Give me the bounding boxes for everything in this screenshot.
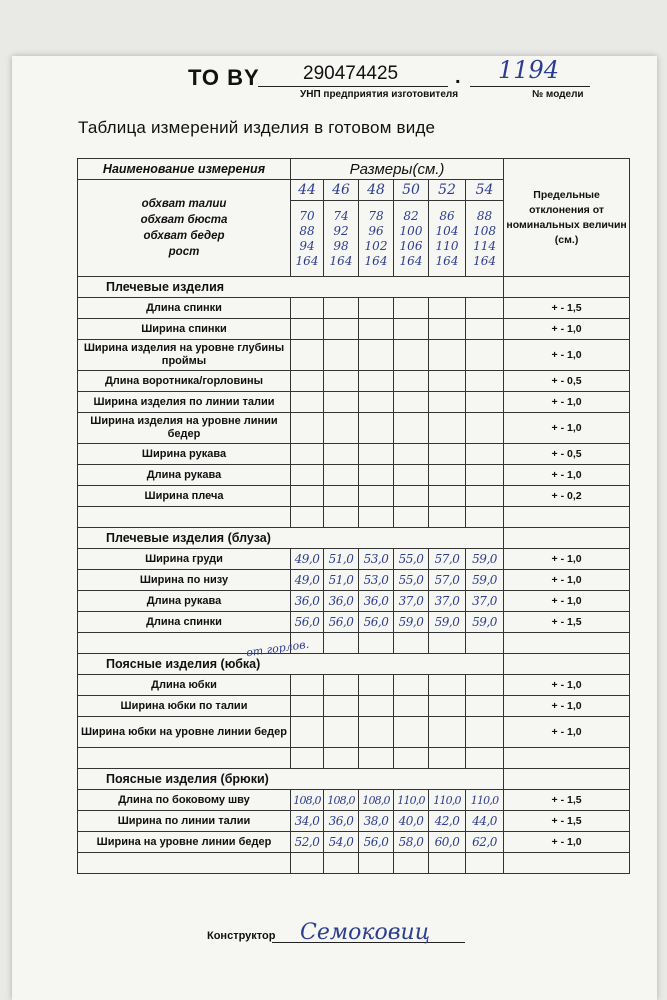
table-row	[78, 612, 630, 633]
tolerance-value: + - 1,0	[504, 570, 630, 591]
measurement-value	[291, 465, 324, 486]
measurement-value	[359, 413, 394, 444]
blank-cell	[429, 507, 466, 528]
measurement-value: 44,0	[466, 811, 504, 832]
section-tolerance-blank	[504, 769, 630, 790]
base-value-height: 164	[435, 253, 459, 268]
measurement-value	[429, 486, 466, 507]
tolerance-value: + - 1,0	[504, 549, 630, 570]
measurement-value: 55,0	[394, 549, 429, 570]
measurement-value	[291, 486, 324, 507]
tolerance-value: + - 1,0	[504, 717, 630, 748]
base-value-waist: 86	[439, 208, 455, 223]
measurement-value: 54,0	[324, 832, 359, 853]
base-value-bust: 96	[368, 223, 384, 238]
base-value-hips: 106	[399, 238, 423, 253]
tolerance-column-header: Предельные отклонения от номинальных величин (см.)	[504, 159, 630, 277]
spacer-row	[78, 507, 630, 528]
base-value-hips: 110	[435, 238, 459, 253]
table-row	[78, 486, 630, 507]
model-underline	[470, 86, 590, 87]
measurement-value: 37,0	[429, 591, 466, 612]
base-value-height: 164	[473, 253, 496, 268]
measurement-value	[394, 298, 429, 319]
base-value-waist: 78	[368, 208, 384, 223]
measurement-value: 56,0	[359, 832, 394, 853]
base-value-height: 164	[364, 253, 388, 268]
base-value-bust: 92	[333, 223, 349, 238]
measurement-value: 42,0	[429, 811, 466, 832]
table-row	[78, 570, 630, 591]
tolerance-value: + - 0,5	[504, 371, 630, 392]
measurement-name: Ширина изделия по линии талии	[78, 392, 291, 413]
measurement-value: 56,0	[291, 612, 324, 633]
measurement-value	[466, 340, 504, 371]
measurement-name: Длина рукава	[78, 591, 291, 612]
spacer-row	[78, 633, 630, 654]
base-labels-cell	[78, 180, 291, 277]
measurement-value: 108,0	[324, 790, 359, 811]
base-value-height: 164	[329, 253, 353, 268]
measurement-value: 36,0	[324, 811, 359, 832]
blank-cell	[466, 507, 504, 528]
measurement-value	[359, 465, 394, 486]
measurement-value	[291, 392, 324, 413]
base-label-height: рост	[168, 246, 200, 258]
spacer-row	[78, 748, 630, 769]
blank-cell	[359, 633, 394, 654]
measurement-value	[429, 675, 466, 696]
base-value-height: 164	[295, 253, 319, 268]
measurement-value: 59,0	[466, 570, 504, 591]
blank-cell	[504, 853, 630, 874]
measurement-value	[324, 696, 359, 717]
measurement-name: Длина спинки	[78, 612, 291, 633]
measurement-value	[291, 319, 324, 340]
size-52: 52	[429, 180, 466, 201]
measurement-name: Ширина рукава	[78, 444, 291, 465]
base-value-bust: 88	[299, 223, 315, 238]
measurement-value: 56,0	[324, 612, 359, 633]
tolerance-value: + - 0,2	[504, 486, 630, 507]
measurement-value	[324, 413, 359, 444]
measurement-value	[429, 696, 466, 717]
measurement-name: Длина юбки	[78, 675, 291, 696]
tolerance-value: + - 0,5	[504, 444, 630, 465]
measurement-value	[429, 413, 466, 444]
base-label-bust: обхват бюста	[140, 214, 228, 226]
measurement-value	[291, 675, 324, 696]
measurement-value: 56,0	[359, 612, 394, 633]
measurement-value: 34,0	[291, 811, 324, 832]
measurement-value	[291, 444, 324, 465]
measurement-value: 57,0	[429, 570, 466, 591]
measurement-value	[394, 486, 429, 507]
tolerance-value: + - 1,0	[504, 392, 630, 413]
measurement-name: Ширина по низу	[78, 570, 291, 591]
measurement-value: 37,0	[394, 591, 429, 612]
measurement-value: 59,0	[429, 612, 466, 633]
measurement-name: Ширина плеча	[78, 486, 291, 507]
measurement-name: Ширина изделия на уровне глубины проймы	[78, 340, 291, 371]
base-value-bust: 104	[435, 223, 459, 238]
measurement-value	[324, 675, 359, 696]
base-values-size-52	[429, 201, 466, 277]
section-title: Плечевые изделия (блуза)	[78, 528, 504, 549]
section-title: Поясные изделия (юбка)	[78, 654, 504, 675]
size-54: 54	[466, 180, 504, 201]
spacer-row	[78, 853, 630, 874]
table-row	[78, 319, 630, 340]
measurement-value	[429, 465, 466, 486]
blank-cell	[466, 748, 504, 769]
size-48: 48	[359, 180, 394, 201]
base-values-size-48	[359, 201, 394, 277]
measurement-value	[359, 371, 394, 392]
blank-cell	[394, 633, 429, 654]
table-row	[78, 413, 630, 444]
table-row	[78, 549, 630, 570]
measurement-value: 108,0	[359, 790, 394, 811]
measurement-value	[429, 392, 466, 413]
tolerance-value: + - 1,0	[504, 696, 630, 717]
measurement-value: 59,0	[466, 612, 504, 633]
measurement-value: 110,0	[429, 790, 466, 811]
unp-number: 290474425	[303, 63, 399, 84]
tolerance-value: + - 1,5	[504, 811, 630, 832]
measurement-value	[394, 696, 429, 717]
blank-cell	[359, 853, 394, 874]
table-row	[78, 790, 630, 811]
measurement-name: Ширина на уровне линии бедер	[78, 832, 291, 853]
measurement-value	[466, 696, 504, 717]
measurement-value	[429, 444, 466, 465]
measurement-value	[394, 413, 429, 444]
measurement-value	[324, 717, 359, 748]
blank-cell	[466, 853, 504, 874]
table-row	[78, 675, 630, 696]
table-row	[78, 591, 630, 612]
blank-cell	[324, 748, 359, 769]
measurement-value	[394, 340, 429, 371]
measurement-value	[394, 392, 429, 413]
tolerance-value: + - 1,5	[504, 612, 630, 633]
measurement-name: Ширина изделия на уровне линии бедер	[78, 413, 291, 444]
measurement-value: 36,0	[324, 591, 359, 612]
table-row	[78, 811, 630, 832]
measurement-name: Длина по боковому шву	[78, 790, 291, 811]
measurement-value	[324, 444, 359, 465]
measurement-value	[359, 392, 394, 413]
measurement-value	[324, 340, 359, 371]
measurement-value: 36,0	[291, 591, 324, 612]
measurement-value	[291, 298, 324, 319]
measurement-value: 51,0	[324, 549, 359, 570]
measurement-value	[466, 486, 504, 507]
measurement-value	[324, 465, 359, 486]
measurement-value	[291, 371, 324, 392]
measurement-value	[324, 392, 359, 413]
measurement-value	[359, 340, 394, 371]
measurement-value: 55,0	[394, 570, 429, 591]
measurement-value: 51,0	[324, 570, 359, 591]
base-value-bust: 100	[399, 223, 423, 238]
measurement-value	[359, 717, 394, 748]
measurement-value	[324, 371, 359, 392]
table-row	[78, 444, 630, 465]
measurement-value	[359, 319, 394, 340]
measurement-value	[394, 675, 429, 696]
table-row	[78, 340, 630, 371]
base-values-size-54	[466, 201, 504, 277]
blank-cell	[359, 507, 394, 528]
size-50: 50	[394, 180, 429, 201]
measurement-value	[429, 319, 466, 340]
measurement-value	[466, 298, 504, 319]
tolerance-value: + - 1,0	[504, 465, 630, 486]
measurement-value	[466, 413, 504, 444]
measurement-name: Длина рукава	[78, 465, 291, 486]
blank-cell	[429, 853, 466, 874]
measurement-value	[394, 465, 429, 486]
base-value-waist: 74	[333, 208, 349, 223]
base-value-hips: 98	[333, 238, 349, 253]
measurement-value	[291, 696, 324, 717]
base-value-height: 164	[399, 253, 423, 268]
table-row	[78, 392, 630, 413]
base-value-waist: 70	[299, 208, 315, 223]
measurement-value: 40,0	[394, 811, 429, 832]
table-row	[78, 696, 630, 717]
measurement-value: 62,0	[466, 832, 504, 853]
base-value-hips: 114	[473, 238, 496, 253]
section-title: Поясные изделия (брюки)	[78, 769, 504, 790]
measurement-name: Ширина по линии талии	[78, 811, 291, 832]
measurement-value: 52,0	[291, 832, 324, 853]
section-tolerance-blank	[504, 277, 630, 298]
page-title: Таблица измерений изделия в готовом виде	[78, 118, 436, 137]
measurement-value: 36,0	[359, 591, 394, 612]
tolerance-value: + - 1,0	[504, 413, 630, 444]
measurement-name: Ширина груди	[78, 549, 291, 570]
measurement-value	[324, 486, 359, 507]
measurement-value: 110,0	[394, 790, 429, 811]
blank-cell	[324, 853, 359, 874]
blank-cell	[78, 748, 291, 769]
base-value-bust: 108	[473, 223, 496, 238]
blank-cell	[394, 748, 429, 769]
constructor-label: Конструктор	[207, 930, 276, 942]
base-value-hips: 102	[364, 238, 388, 253]
header-separator: .	[455, 66, 461, 88]
measurement-value: 59,0	[466, 549, 504, 570]
handwritten-note: от горлов.	[245, 637, 310, 660]
measurement-value	[359, 675, 394, 696]
measurement-value	[466, 371, 504, 392]
measurement-value	[291, 340, 324, 371]
table-row	[78, 717, 630, 748]
blank-cell	[504, 507, 630, 528]
tolerance-value: + - 1,0	[504, 591, 630, 612]
blank-cell	[78, 507, 291, 528]
sizes-column-header: Размеры(см.)	[291, 159, 504, 180]
measurement-value: 53,0	[359, 549, 394, 570]
tolerance-value: + - 1,0	[504, 832, 630, 853]
base-values-size-46	[324, 201, 359, 277]
measurement-value	[466, 392, 504, 413]
measurement-value	[429, 298, 466, 319]
section-title: Плечевые изделия	[78, 277, 504, 298]
tolerance-value: + - 1,0	[504, 675, 630, 696]
measurement-value	[429, 340, 466, 371]
measurement-name: Длина воротника/горловины	[78, 371, 291, 392]
name-column-header: Наименование измерения	[78, 159, 291, 180]
measurement-value	[359, 696, 394, 717]
blank-cell	[324, 507, 359, 528]
tolerance-value: + - 1,0	[504, 319, 630, 340]
blank-cell	[359, 748, 394, 769]
tolerance-value: + - 1,0	[504, 340, 630, 371]
base-values-size-44	[291, 201, 324, 277]
measurement-value	[466, 465, 504, 486]
base-value-hips: 94	[299, 238, 315, 253]
blank-cell	[324, 633, 359, 654]
table-row	[78, 465, 630, 486]
unp-label: УНП предприятия изготовителя	[300, 89, 459, 100]
tolerance-value: + - 1,5	[504, 298, 630, 319]
measurement-value: 38,0	[359, 811, 394, 832]
measurement-value: 59,0	[394, 612, 429, 633]
blank-cell	[291, 507, 324, 528]
measurement-value: 108,0	[291, 790, 324, 811]
blank-cell	[429, 633, 466, 654]
measurement-name: Длина спинки	[78, 298, 291, 319]
section-tolerance-blank	[504, 528, 630, 549]
base-values-size-50	[394, 201, 429, 277]
blank-cell	[291, 748, 324, 769]
measurement-value	[359, 486, 394, 507]
measurement-value: 49,0	[291, 549, 324, 570]
measurement-value	[429, 371, 466, 392]
blank-cell	[394, 853, 429, 874]
measurement-value	[466, 717, 504, 748]
blank-cell	[429, 748, 466, 769]
measurement-value	[359, 444, 394, 465]
base-value-waist: 82	[403, 208, 419, 223]
blank-cell	[466, 633, 504, 654]
measurement-value: 37,0	[466, 591, 504, 612]
measurement-value: 110,0	[466, 790, 504, 811]
blank-cell	[78, 853, 291, 874]
measurement-value: 57,0	[429, 549, 466, 570]
model-number: 1194	[498, 56, 560, 84]
measurement-value: 58,0	[394, 832, 429, 853]
constructor-signature: Семоковиц	[300, 920, 431, 945]
measurement-value: 53,0	[359, 570, 394, 591]
blank-cell	[394, 507, 429, 528]
model-label: № модели	[532, 89, 584, 100]
table-row	[78, 298, 630, 319]
measurement-value	[466, 444, 504, 465]
measurement-value: 60,0	[429, 832, 466, 853]
size-44: 44	[291, 180, 324, 201]
size-46: 46	[324, 180, 359, 201]
measurement-value	[394, 319, 429, 340]
measurement-value	[394, 371, 429, 392]
blank-cell	[504, 748, 630, 769]
base-label-waist: обхват талии	[141, 198, 227, 210]
blank-cell	[504, 633, 630, 654]
measurement-value	[291, 413, 324, 444]
tolerance-value: + - 1,5	[504, 790, 630, 811]
table-row	[78, 371, 630, 392]
measurement-value	[429, 717, 466, 748]
table-row	[78, 832, 630, 853]
measurement-value	[394, 444, 429, 465]
measurement-value	[324, 319, 359, 340]
unp-underline	[258, 86, 448, 87]
measurement-value: 49,0	[291, 570, 324, 591]
measurement-value	[291, 717, 324, 748]
measurement-name: Ширина спинки	[78, 319, 291, 340]
measurement-name: Ширина юбки по талии	[78, 696, 291, 717]
measurement-value	[394, 717, 429, 748]
measurement-table	[77, 158, 630, 874]
base-label-hips: обхват бедер	[143, 230, 225, 242]
section-tolerance-blank	[504, 654, 630, 675]
doc-prefix: ТО BY	[188, 65, 260, 90]
measurement-value	[359, 298, 394, 319]
base-value-waist: 88	[476, 208, 493, 223]
measurement-value	[466, 675, 504, 696]
measurement-value	[466, 319, 504, 340]
measurement-value	[324, 298, 359, 319]
blank-cell	[291, 853, 324, 874]
measurement-name: Ширина юбки на уровне линии бедер	[78, 717, 291, 748]
